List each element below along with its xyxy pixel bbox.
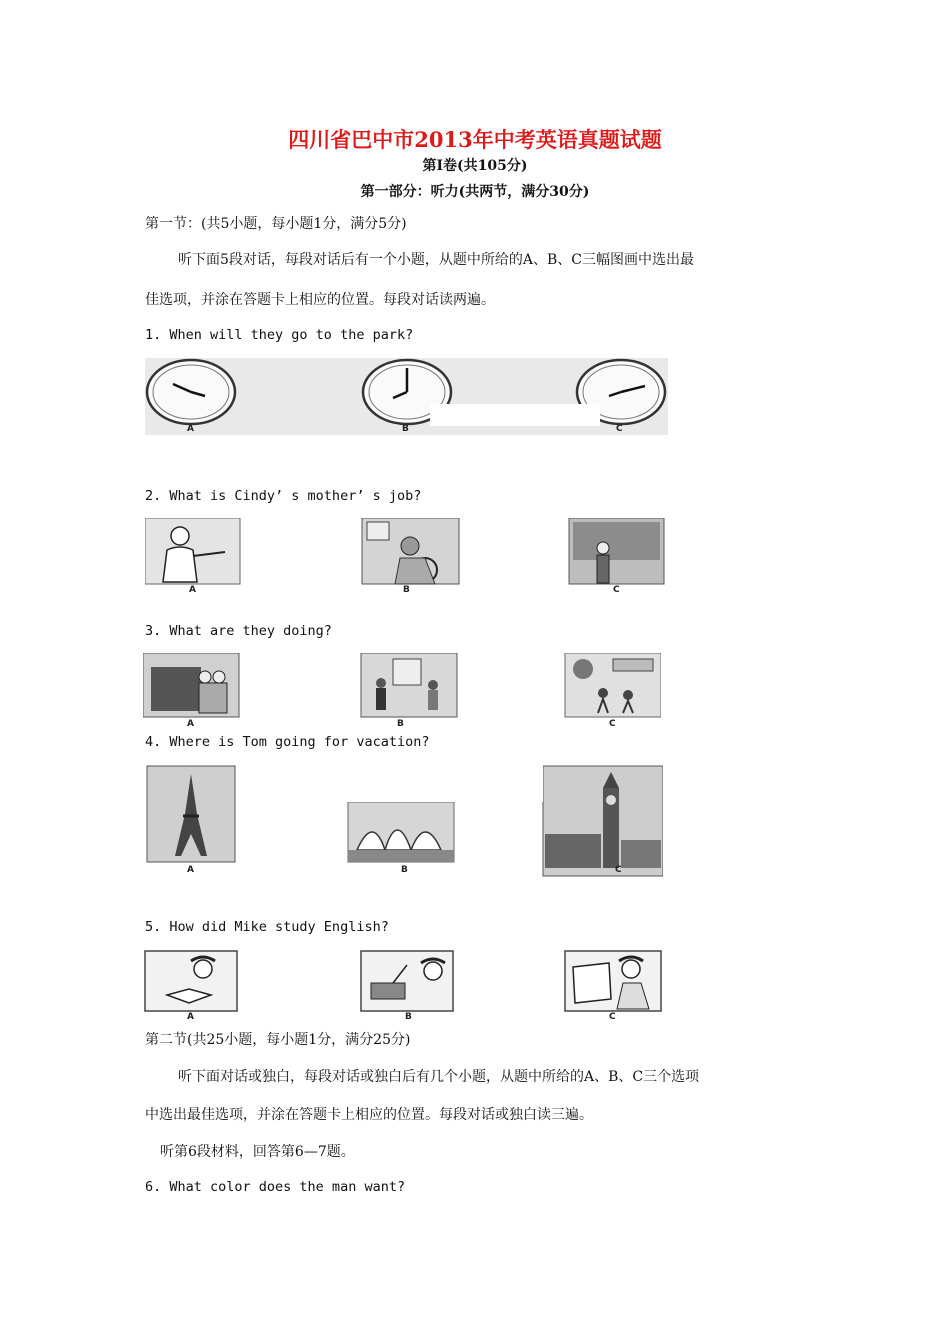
section2-instruction-1: 听下面对话或独白，每段对话或独白后有几个小题，从题中所给的A、B、C三个选项: [178, 1069, 700, 1085]
option-label-c: C: [616, 424, 623, 434]
option-label-b: B: [397, 719, 404, 729]
section1-instruction-2: 佳选项，并涂在答题卡上相应的位置。每段对话读两遍。: [145, 292, 495, 308]
option-label-b: B: [401, 865, 408, 875]
section1-instruction-1: 听下面5段对话，每段对话后有一个小题，从题中所给的A、B、C三幅图画中选出最: [178, 252, 695, 268]
option-label-b: B: [405, 1012, 412, 1022]
clock-icon: [147, 360, 235, 424]
question-6: 6. What color does the man want?: [145, 1179, 406, 1195]
eiffel-tower-icon: [147, 766, 235, 862]
option-label-a: A: [187, 1012, 194, 1022]
reading-book-icon: [145, 951, 237, 1011]
question-1: 1. When will they go to the park?: [145, 327, 414, 343]
teacher-icon: [569, 518, 664, 584]
option-label-c: C: [609, 719, 616, 729]
question-2: 2. What is Cindy’ s mother’ s job?: [145, 488, 422, 504]
option-label-a: A: [187, 719, 194, 729]
question-5-figure: [143, 949, 663, 1023]
option-label-b: B: [403, 585, 410, 595]
group-photo-icon: [143, 653, 239, 717]
question-4: 4. Where is Tom going for vacation?: [145, 734, 430, 750]
doctor-icon: [145, 518, 240, 584]
computer-icon: [565, 951, 661, 1011]
option-label-c: C: [615, 865, 622, 875]
question-1-figure: [145, 358, 668, 435]
page-title: 四川省巴中市2013年中考英语真题试题: [288, 127, 662, 152]
listening-radio-icon: [361, 951, 453, 1011]
opera-house-icon: [348, 802, 454, 862]
part-heading: 第一部分：听力(共两节，满分30分): [360, 184, 590, 200]
question-3-figure: [143, 653, 661, 730]
section2-heading: 第二节(共25小题，每小题1分，满分25分): [145, 1032, 411, 1048]
driver-icon: [362, 518, 459, 584]
section1-heading: 第一节：(共5小题，每小题1分，满分5分): [145, 216, 407, 232]
option-label-a: A: [187, 865, 194, 875]
option-label-a: A: [187, 424, 194, 434]
playground-icon: [565, 653, 661, 717]
question-3: 3. What are they doing?: [145, 623, 332, 639]
classroom-icon: [361, 653, 457, 717]
material-6-note: 听第6段材料，回答第6—7题。: [160, 1144, 355, 1160]
question-4-figure: [145, 764, 663, 878]
question-2-figure: [145, 518, 665, 596]
option-label-b: B: [402, 424, 409, 434]
option-label-a: A: [189, 585, 196, 595]
option-label-c: C: [613, 585, 620, 595]
section2-instruction-2: 中选出最佳选项，并涂在答题卡上相应的位置。每段对话或独白读三遍。: [145, 1107, 593, 1123]
big-ben-icon: [543, 766, 663, 876]
option-label-c: C: [609, 1012, 616, 1022]
volume-heading: 第Ⅰ卷(共105分): [422, 158, 528, 174]
question-5: 5. How did Mike study English?: [145, 919, 389, 935]
